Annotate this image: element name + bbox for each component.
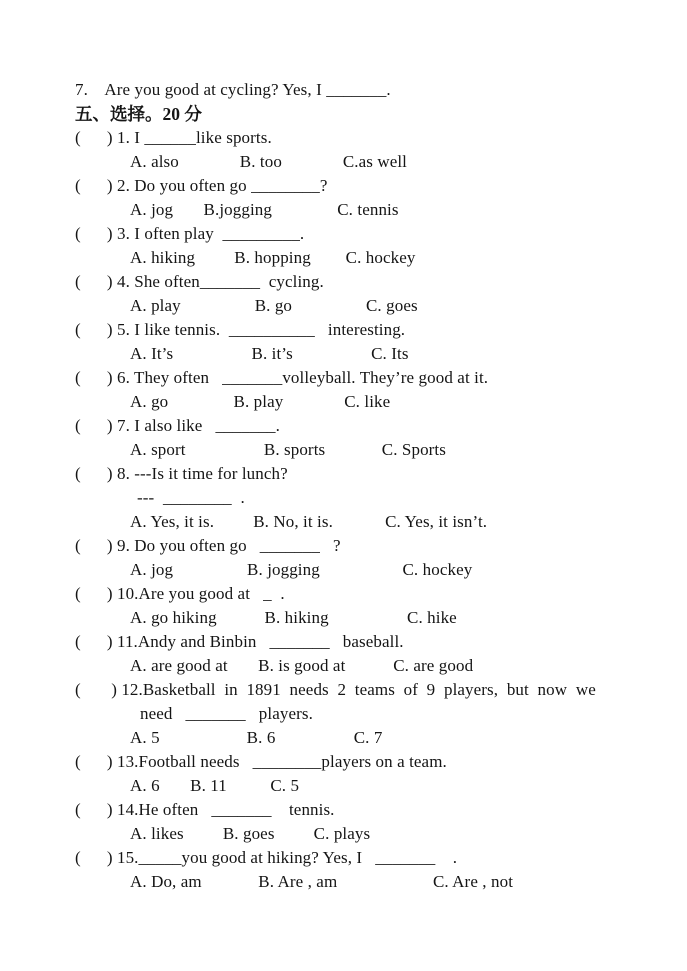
question-options: A. go B. play C. like (130, 392, 391, 411)
question-stem: ( ) 6. They often _______volleyball. They’re good at it. (75, 368, 489, 387)
question-stem: ( ) 12.Basketball in 1891 needs 2 teams of 9 players, but now we (75, 680, 596, 699)
question-options: A. Yes, it is. B. No, it is. C. Yes, it isn’t. (130, 512, 488, 531)
question-stem: ( ) 8. ---Is it time for lunch? (75, 464, 288, 483)
question-stem: ( ) 14.He often _______ tennis. (75, 800, 335, 819)
question-stem: ( ) 7. I also like _______. (75, 416, 281, 435)
question-3 (75, 222, 619, 270)
question-12 (75, 678, 619, 750)
question-stem: ( ) 1. I ______like sports. (75, 128, 272, 147)
question-stem-line2: --- ________ . (137, 488, 245, 507)
question-13 (75, 750, 619, 798)
question-stem: ( ) 10.Are you good at _ . (75, 584, 285, 603)
question-options: A. play B. go C. goes (130, 296, 418, 315)
question-8 (75, 462, 619, 534)
question-stem: ( ) 2. Do you often go ________? (75, 176, 328, 195)
question-10 (75, 582, 619, 630)
question-5 (75, 318, 619, 366)
question-stem: ( ) 4. She often_______ cycling. (75, 272, 324, 291)
intro-question-line: 7. Are you good at cycling? Yes, I _______. (75, 80, 391, 99)
question-4 (75, 270, 619, 318)
question-9 (75, 534, 619, 582)
question-stem: ( ) 3. I often play _________. (75, 224, 305, 243)
question-1 (75, 126, 619, 174)
question-11 (75, 630, 619, 678)
question-stem: ( ) 13.Football needs ________players on a team. (75, 752, 447, 771)
question-stem: ( ) 11.Andy and Binbin _______ baseball. (75, 632, 404, 651)
question-options: A. jog B.jogging C. tennis (130, 200, 399, 219)
question-15 (75, 846, 619, 894)
question-7 (75, 414, 619, 462)
question-stem: ( ) 5. I like tennis. __________ interesting. (75, 320, 406, 339)
question-stem: ( ) 9. Do you often go _______ ? (75, 536, 341, 555)
question-stem-line2: need _______ players. (140, 704, 313, 723)
question-options: A. It’s B. it’s C. Its (130, 344, 409, 363)
question-options: A. Do, am B. Are , am C. Are , not (130, 872, 514, 891)
question-stem: ( ) 15._____you good at hiking? Yes, I _______ . (75, 848, 458, 867)
question-6 (75, 366, 619, 414)
section-header: 五、选择。20 分 (75, 104, 202, 124)
question-options: A. are good at B. is good at C. are good (130, 656, 474, 675)
question-options: A. also B. too C.as well (130, 152, 407, 171)
question-options: A. hiking B. hopping C. hockey (130, 248, 416, 267)
question-options: A. likes B. goes C. plays (130, 824, 371, 843)
question-options: A. jog B. jogging C. hockey (130, 560, 473, 579)
question-14 (75, 798, 619, 846)
question-options: A. 6 B. 11 C. 5 (130, 776, 300, 795)
question-options: A. sport B. sports C. Sports (130, 440, 446, 459)
question-options: A. 5 B. 6 C. 7 (130, 728, 383, 747)
question-options: A. go hiking B. hiking C. hike (130, 608, 457, 627)
question-2 (75, 174, 619, 222)
